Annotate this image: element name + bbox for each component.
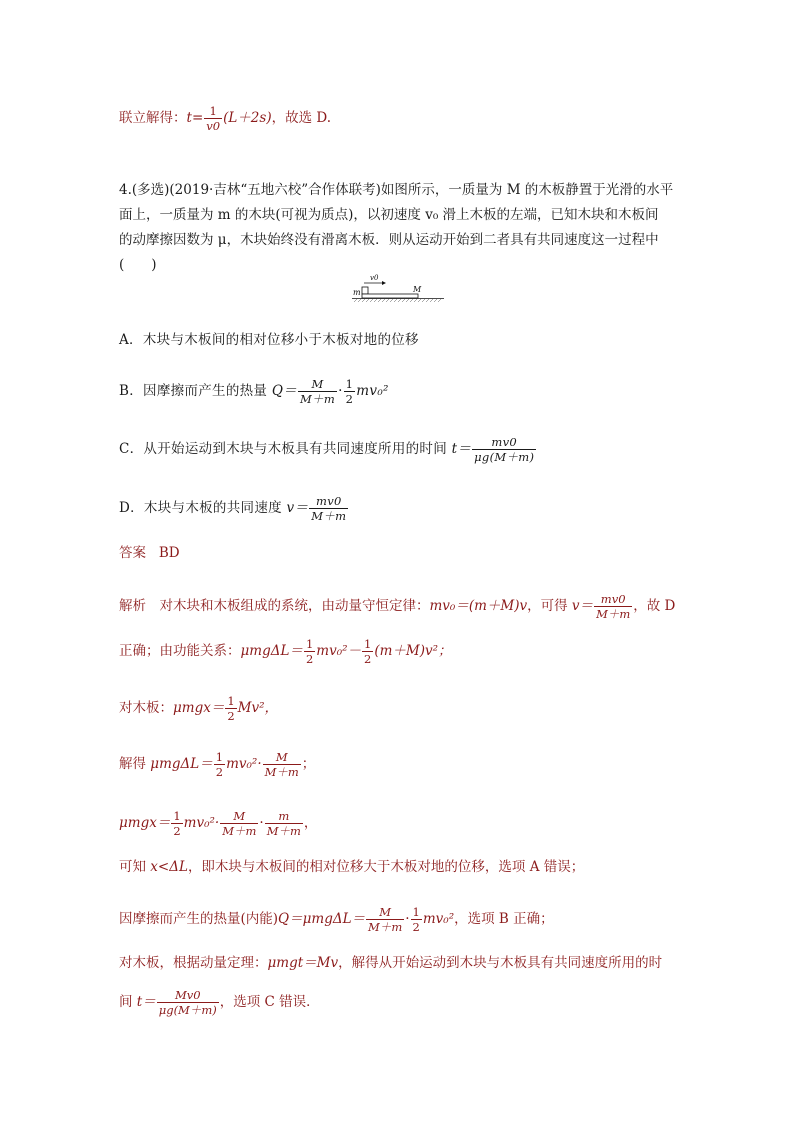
analysis-text: 对木板，根据动量定理： [119,955,268,971]
figure-label-v0: v0 [370,274,379,282]
analysis-line-1 [119,592,675,621]
analysis-formula: (m＋M)v²； [374,643,452,659]
analysis-fraction [220,809,258,838]
prev-solution-line [119,104,331,133]
fraction-numerator: m [265,809,303,824]
board-M [362,294,418,298]
analysis-text: ，选项 B 正确； [454,911,554,927]
question-line-2: 面上，一质量为 m 的木块(可视为质点)，以初速度 v₀ 滑上木板的左端，已知木块和木板间 [119,207,659,223]
analysis-text: ； [301,756,316,772]
fraction-numerator: 1 [204,104,222,119]
analysis-line-8 [119,953,662,973]
question-line-3: 的动摩擦因数为 μ，木块始终没有滑离木板．则从运动开始到二者具有共同速度这一过程中 [119,232,659,248]
analysis-text: 间 [119,994,137,1010]
analysis-text: ， [303,815,318,831]
figure-label-M: M [413,285,422,294]
analysis-fraction [263,750,301,779]
analysis-formula: Mv²， [237,700,279,716]
option-b-half [344,377,356,406]
fraction-numerator: 1 [412,905,420,919]
option-d [119,494,349,523]
fraction-denominator: M＋m [368,920,403,934]
analysis-text: ，选项 C 错误． [219,994,320,1010]
analysis-formula: v＝ [571,598,594,614]
answer-value: BD [158,545,180,561]
prev-solution-var: t [186,110,192,126]
analysis-line-2 [119,637,452,666]
option-d-text: D．木块与木板的共同速度 [119,500,287,516]
option-b-text: B．因摩擦而产生的热量 [119,383,272,399]
analysis-text: 解析 对木块和木板组成的系统，由动量守恒定律： [119,598,430,614]
analysis-fraction [225,694,236,723]
analysis-text: 可知 [119,859,151,875]
fraction-denominator: 2 [227,709,235,723]
analysis-formula: Q＝μmgΔL＝ [278,911,366,927]
analysis-formula: mv₀²· [226,756,262,772]
option-b [119,377,389,406]
fraction-numerator: M [366,905,404,920]
fraction-numerator: M [263,750,301,765]
analysis-formula: t＝ [136,994,156,1010]
option-d-fraction [309,494,348,523]
fraction-denominator: μg(M＋m) [158,1003,217,1017]
option-b-tail: mv₀² [356,383,389,399]
fraction-denominator: M＋m [222,824,257,838]
analysis-fraction [214,750,225,779]
option-b-fraction [298,377,337,406]
fraction-numerator: mv0 [472,435,536,450]
prev-solution-prefix: 联立解得： [119,110,187,126]
analysis-formula: mv₀＝(m＋M)v [429,598,528,614]
figure-label-m: m [353,288,361,297]
analysis-formula: μmgΔL＝ [240,643,303,659]
analysis-formula: mv₀²－ [316,643,362,659]
analysis-fraction [171,809,182,838]
analysis-line-3 [119,694,278,723]
option-a: A．木块与木板间的相对位移小于木板对地的位移 [119,332,419,348]
option-c-text: C．从开始运动到木块与木板具有共同速度所用的时间 [119,441,452,457]
analysis-formula: μmgx＝ [173,700,225,716]
fraction-denominator: M＋m [299,392,336,406]
fraction-numerator: 1 [173,809,181,823]
fraction-numerator: M [298,377,337,392]
analysis-line-4 [119,750,315,779]
prev-solution-suffix: ，故选 D. [271,110,332,126]
analysis-text: · [405,911,410,927]
analysis-fraction [366,905,404,934]
option-c-fraction [472,435,536,464]
fraction-numerator: 1 [345,377,354,391]
fraction-denominator: 2 [364,652,372,666]
fraction-denominator: M＋m [264,765,299,779]
answer-line [119,543,180,563]
fraction-numerator: Mv0 [157,988,219,1003]
question-line-4: ( ) [119,257,157,273]
analysis-line-5 [119,809,317,838]
analysis-line-6 [119,857,584,877]
fraction-numerator: 1 [305,637,314,651]
analysis-text: 对木板： [119,700,173,716]
analysis-formula: mv₀²· [183,815,220,831]
prev-solution-eq: = [191,110,204,126]
fraction-denominator: 2 [215,765,224,779]
analysis-formula: x<ΔL [150,859,188,875]
fraction-numerator: mv0 [309,494,348,509]
prev-solution-tail: (L＋2s) [223,110,272,126]
fraction-denominator: M＋m [311,509,347,523]
option-b-q: Q＝ [271,383,297,399]
option-c [119,435,537,464]
analysis-text: ，即木块与木板间的相对位移大于木板对地的位移，选项 A 错误； [187,859,585,875]
analysis-text: ，故 D [633,598,676,614]
analysis-text: 因摩擦而产生的热量(内能) [119,911,279,927]
analysis-text: 正确；由功能关系： [119,643,241,659]
block-m [362,287,368,294]
fraction-denominator: 2 [345,392,354,406]
analysis-text: ，解得从开始运动到木块与木板具有共同速度所用的时 [338,955,663,971]
analysis-fraction [157,988,219,1017]
analysis-line-9 [119,988,320,1017]
question-line-1: 4.(多选)(2019·吉林“五地六校”合作体联考)如图所示，一质量为 M 的木板静置于光滑的水平 [119,182,674,198]
option-c-t: t＝ [451,441,472,457]
analysis-formula: μmgt＝Mv [267,955,339,971]
analysis-formula: μmgx＝ [119,815,171,831]
analysis-fraction [304,637,315,666]
analysis-text: ，可得 [527,598,572,614]
fraction-numerator: 1 [364,637,372,651]
analysis-fraction [362,637,373,666]
option-b-dot: · [338,383,343,399]
fraction-denominator: μg(M＋m) [474,450,535,464]
analysis-fraction [265,809,303,838]
fraction-denominator: v0 [206,119,221,133]
analysis-fraction [411,905,422,934]
velocity-arrowhead [382,281,386,285]
fraction-denominator: 2 [173,824,181,838]
fraction-numerator: 1 [215,750,224,764]
ground-hatching [354,299,441,302]
prev-solution-fraction [204,104,222,133]
analysis-text: 解得 [119,756,151,772]
fraction-denominator: 2 [305,652,314,666]
fraction-denominator: 2 [412,920,420,934]
analysis-formula: mv₀² [422,911,455,927]
fraction-denominator: M＋m [266,824,301,838]
analysis-fraction [594,592,632,621]
fraction-numerator: 1 [227,694,235,708]
analysis-text: · [259,815,264,831]
analysis-formula: μmgΔL＝ [150,756,213,772]
fraction-numerator: mv0 [594,592,632,607]
option-d-v: v＝ [286,500,309,516]
analysis-line-7 [119,905,554,934]
fraction-numerator: M [220,809,258,824]
answer-label: 答案 [119,545,146,561]
board-block-figure [346,270,456,310]
fraction-denominator: M＋m [596,607,631,621]
